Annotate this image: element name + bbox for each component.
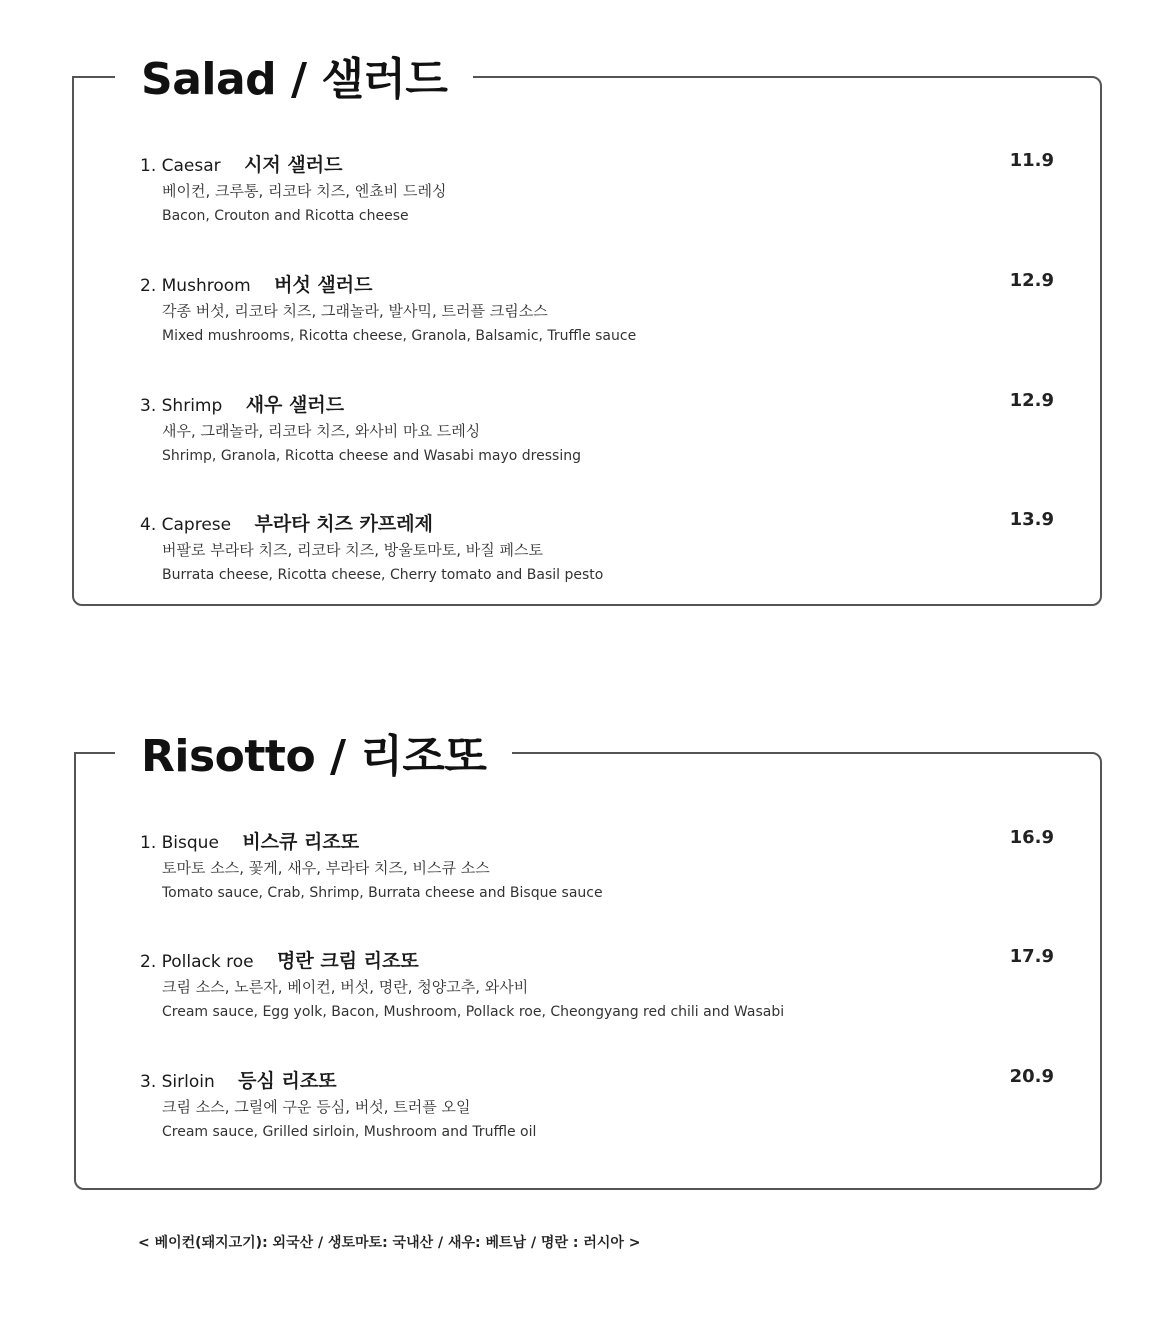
item-price: 20.9 (1009, 1066, 1054, 1087)
item-name-en: Shrimp (161, 396, 223, 416)
origin-footnote: < 베이컨(돼지고기): 외국산 / 생토마토: 국내산 / 새우: 베트남 / 명란 : 러시아 > (138, 1235, 641, 1251)
item-name-ko: 명란 크림 리조또 (277, 950, 419, 972)
item-desc-ko: 새우, 그래놀라, 리코타 치즈, 와사비 마요 드레싱 (162, 422, 481, 440)
item-desc-ko: 토마토 소스, 꽃게, 새우, 부라타 치즈, 비스큐 소스 (162, 859, 490, 877)
item-desc-ko: 버팔로 부라타 치즈, 리코타 치즈, 방울토마토, 바질 페스토 (162, 541, 543, 559)
item-number: 2. (140, 276, 157, 296)
risotto-title: Risotto / 리조또 (115, 727, 512, 787)
item-price: 16.9 (1009, 827, 1054, 848)
item-price: 13.9 (1009, 509, 1054, 530)
item-name-ko: 등심 리조또 (238, 1070, 337, 1092)
item-number: 3. (140, 1072, 157, 1092)
item-desc-en: Mixed mushrooms, Ricotta cheese, Granola, Balsamic, Truffle sauce (162, 328, 637, 344)
item-name-en: Pollack roe (161, 952, 254, 972)
item-number: 1. (140, 156, 157, 176)
item-desc-en: Shrimp, Granola, Ricotta cheese and Wasabi mayo dressing (162, 448, 581, 464)
item-name-ko: 시저 샐러드 (244, 154, 343, 176)
item-desc-en: Cream sauce, Grilled sirloin, Mushroom and Truffle oil (162, 1124, 537, 1140)
item-name-en: Caprese (161, 515, 232, 535)
item-price: 12.9 (1009, 390, 1054, 411)
item-desc-ko: 크림 소스, 그릴에 구운 등심, 버섯, 트러플 오일 (162, 1098, 471, 1116)
item-desc-en: Burrata cheese, Ricotta cheese, Cherry tomato and Basil pesto (162, 567, 604, 583)
item-name-ko: 비스큐 리조또 (242, 831, 360, 853)
menu-item (0, 946, 1170, 1020)
item-number: 3. (140, 396, 157, 416)
item-desc-ko: 각종 버섯, 리코타 치즈, 그래놀라, 발사믹, 트러플 크림소스 (162, 302, 548, 320)
item-number: 4. (140, 515, 157, 535)
item-name-ko: 버섯 샐러드 (274, 274, 373, 296)
item-desc-en: Tomato sauce, Crab, Shrimp, Burrata cheese and Bisque sauce (162, 885, 603, 901)
item-desc-en: Cream sauce, Egg yolk, Bacon, Mushroom, Pollack roe, Cheongyang red chili and Wasabi (162, 1004, 785, 1020)
item-name-en: Mushroom (161, 276, 251, 296)
menu-item (0, 1066, 1170, 1140)
item-desc-en: Bacon, Crouton and Ricotta cheese (162, 208, 409, 224)
item-name-ko: 부라타 치즈 카프레제 (254, 513, 433, 535)
item-name-en: Bisque (161, 833, 219, 853)
item-price: 12.9 (1009, 270, 1054, 291)
menu-item (0, 827, 1170, 901)
item-name-en: Sirloin (161, 1072, 215, 1092)
item-number: 2. (140, 952, 157, 972)
salad-title: Salad / 샐러드 (115, 50, 473, 110)
item-price: 17.9 (1009, 946, 1054, 967)
item-desc-ko: 크림 소스, 노른자, 베이컨, 버섯, 명란, 청양고추, 와사비 (162, 978, 529, 996)
item-number: 1. (140, 833, 157, 853)
item-price: 11.9 (1009, 150, 1054, 171)
item-name-ko: 새우 샐러드 (245, 394, 345, 416)
item-desc-ko: 베이컨, 크루통, 리코타 치즈, 엔쵸비 드레싱 (162, 182, 447, 200)
item-name-en: Caesar (161, 156, 221, 176)
